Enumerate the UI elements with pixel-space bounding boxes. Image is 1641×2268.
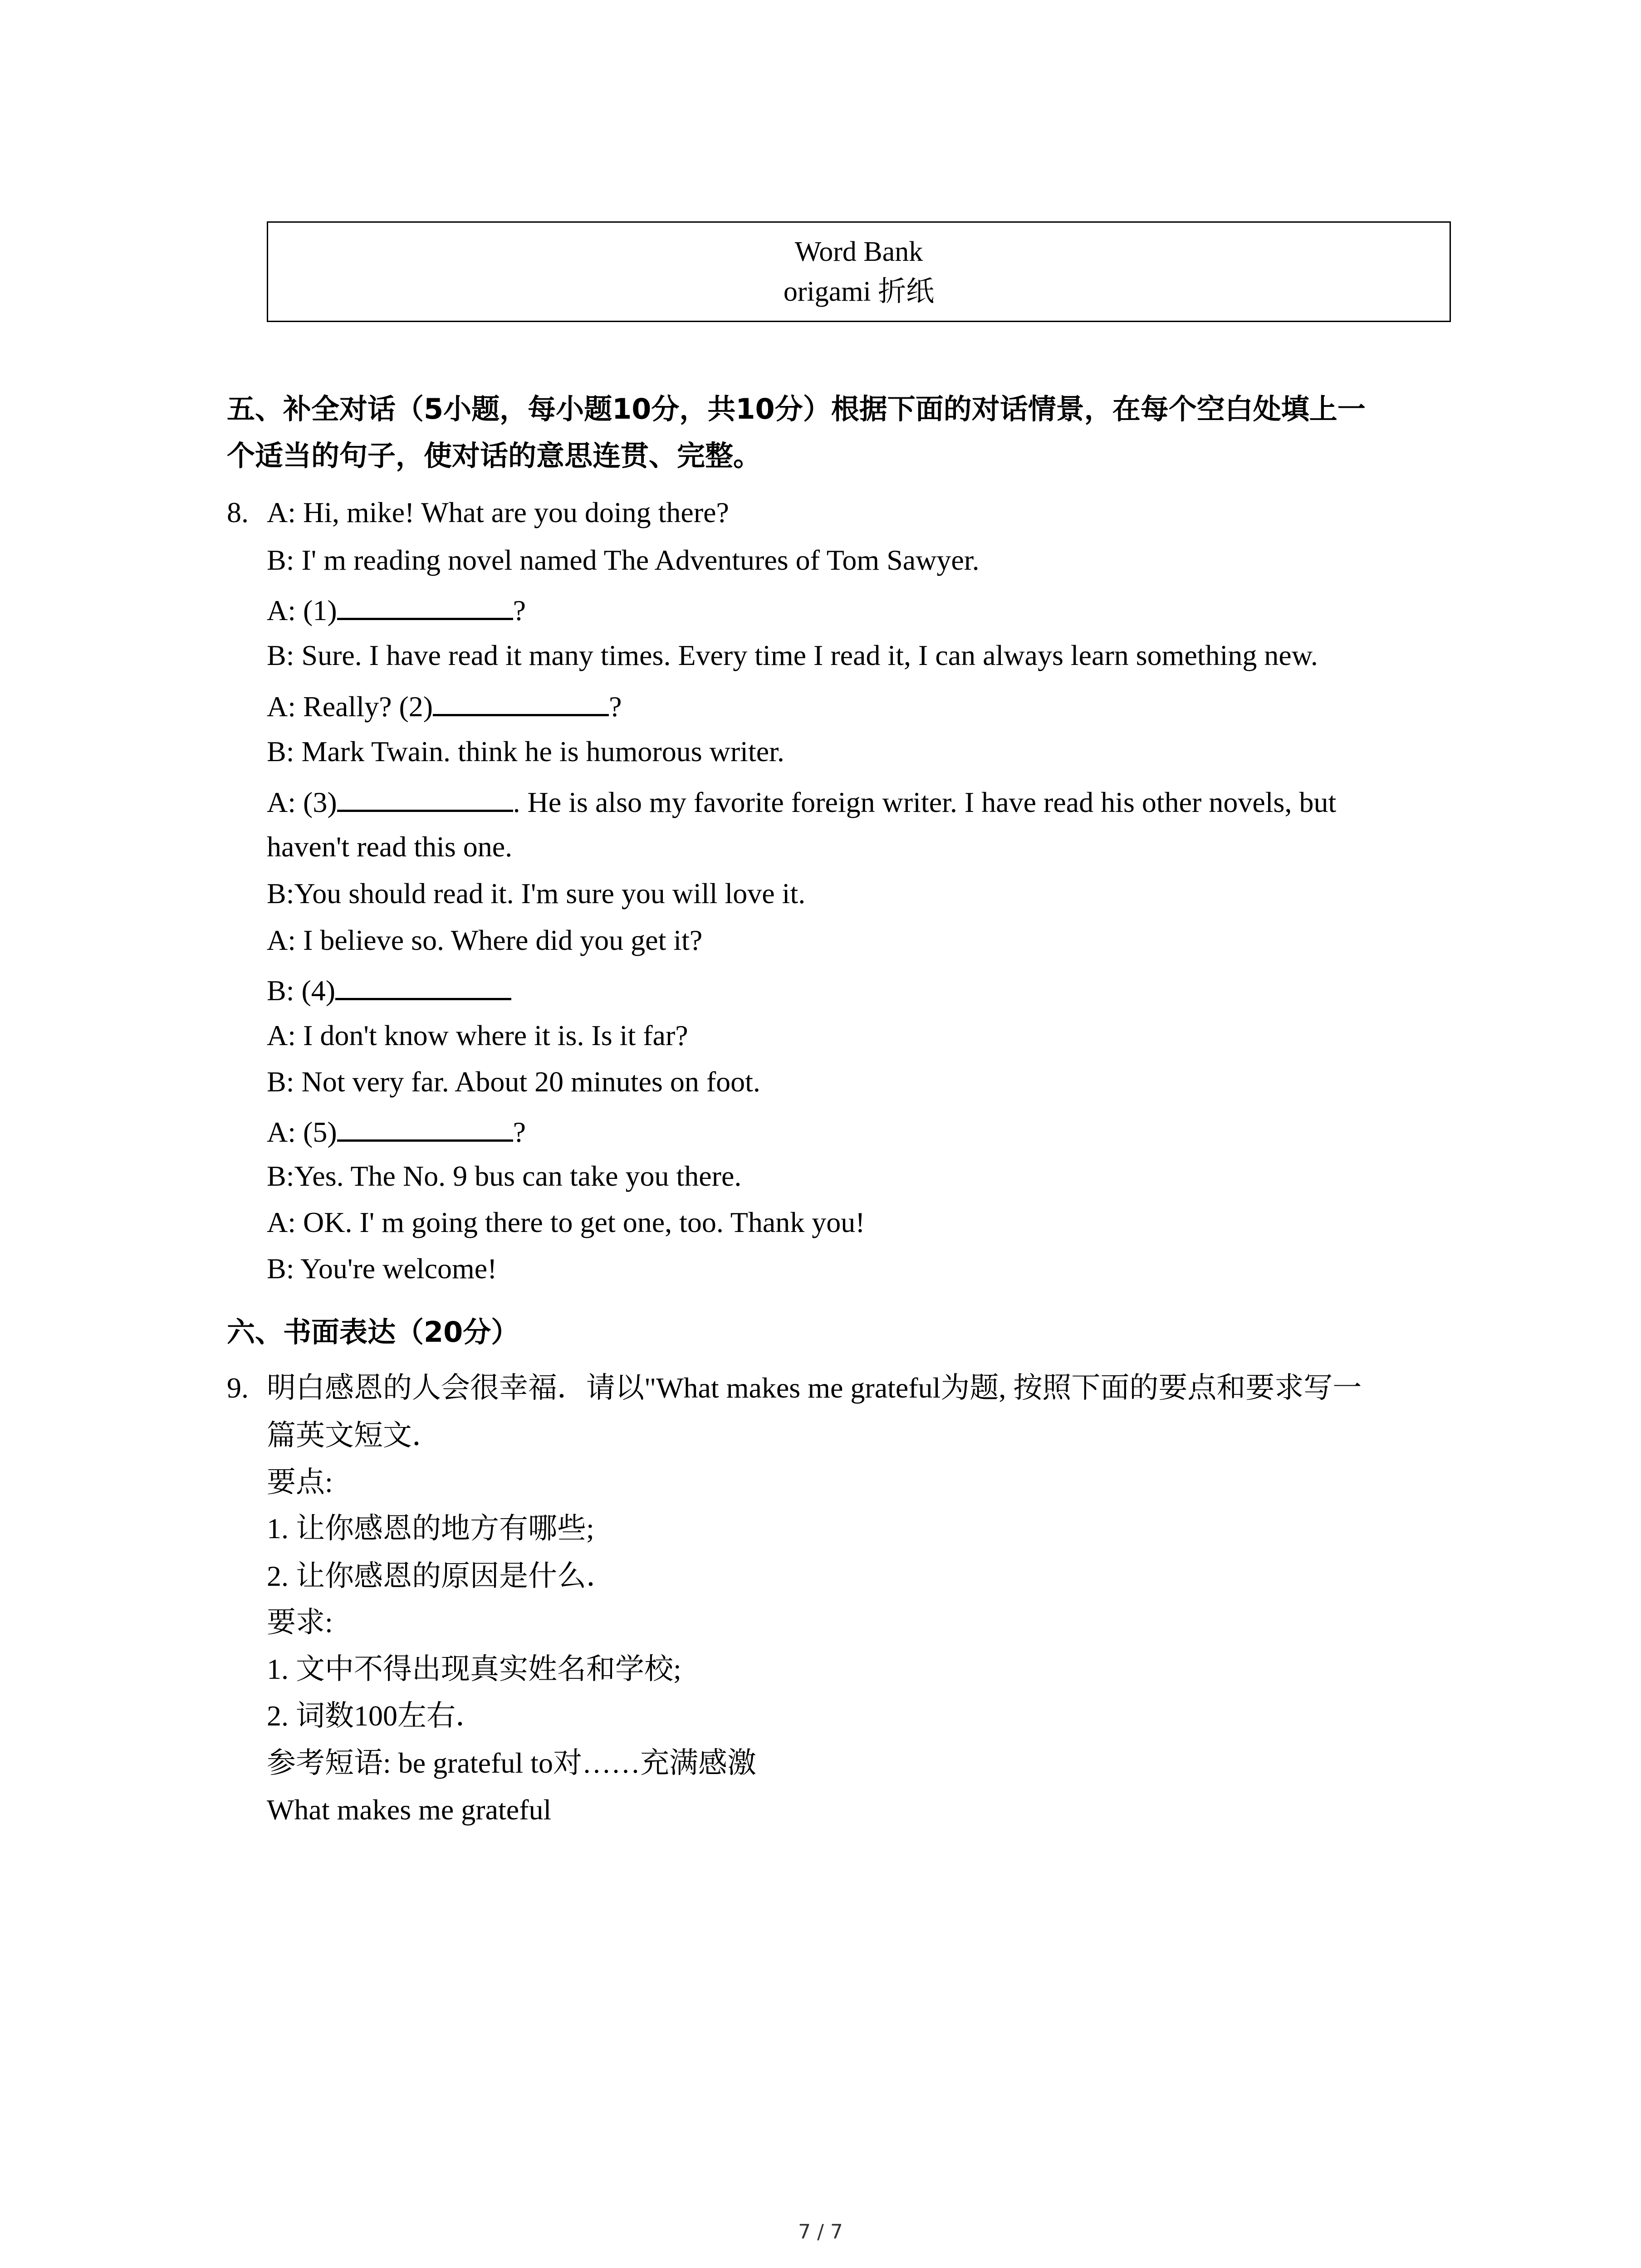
dialogue-line-3-prefix: A: (1): [267, 594, 337, 626]
dialogue-line-7-suffix: . He is also my favorite foreign writer. I have read his other novels, but: [513, 786, 1337, 818]
dialogue-line-2: B: I' m reading novel named The Adventures of Tom Sawyer.: [267, 544, 980, 576]
blank-1[interactable]: [337, 590, 513, 620]
requirement-2: 2. 词数100左右．: [267, 1700, 485, 1732]
requirement-1: 1. 文中不得出现真实姓名和学校;: [267, 1653, 681, 1685]
dialogue-line-13: B: Not very far. About 20 minutes on foot.: [267, 1066, 760, 1098]
dialogue-line-5-prefix: A: Really? (2): [267, 690, 433, 723]
dialogue-line-1: A: Hi, mike! What are you doing there?: [267, 496, 729, 528]
blank-2[interactable]: [433, 686, 609, 716]
word-bank-title: Word Bank: [794, 236, 923, 267]
question-9-number: 9.: [227, 1372, 249, 1404]
dialogue-line-4: B: Sure. I have read it many times. Every time I read it, I can always learn something new.: [267, 639, 1318, 671]
blank-4[interactable]: [335, 970, 511, 1000]
dialogue-line-15: B:Yes. The No. 9 bus can take you there.: [267, 1160, 742, 1192]
word-bank-entry: origami 折纸: [783, 276, 935, 307]
dialogue-line-9: B:You should read it. I'm sure you will love it.: [267, 877, 806, 909]
writing-prompt-line-2: 篇英文短文．: [267, 1419, 441, 1452]
point-1: 1. 让你感恩的地方有哪些;: [267, 1512, 594, 1545]
page-number: 7 / 7: [798, 2220, 843, 2244]
dialogue-line-8: haven't read this one.: [267, 831, 513, 863]
dialogue-line-14: [267, 1111, 1455, 1150]
dialogue-line-16: A: OK. I' m going there to get one, too. Thank you!: [267, 1206, 865, 1238]
dialogue-line-12: A: I don't know where it is. Is it far?: [267, 1019, 688, 1051]
dialogue-line-7: [267, 782, 1455, 821]
dialogue-line-11-prefix: B: (4): [267, 974, 336, 1007]
reference-phrase: 参考短语: be grateful to对……充满感激: [267, 1747, 756, 1779]
dialogue-line-10: A: I believe so. Where did you get it?: [267, 924, 703, 956]
points-heading: 要点:: [267, 1466, 333, 1498]
writing-prompt-line-1: 明白感恩的人会很幸福．请以"What makes me grateful为题, 按照下面的要点和要求写一: [267, 1372, 1362, 1404]
question-8-number: 8.: [227, 496, 249, 528]
requirements-heading: 要求:: [267, 1606, 333, 1638]
dialogue-line-3: [267, 590, 1455, 629]
section6-title: 六、书面表达（20分）: [227, 1315, 519, 1349]
point-2: 2. 让你感恩的原因是什么．: [267, 1560, 615, 1592]
dialogue-line-6: B: Mark Twain. think he is humorous writer.: [267, 735, 784, 767]
dialogue-line-17: B: You're welcome!: [267, 1252, 497, 1285]
dialogue-line-7-prefix: A: (3): [267, 786, 337, 818]
section5-title-line1: 五、补全对话（5小题，每小题10分，共10分）根据下面的对话情景，在每个空白处填上一: [227, 392, 1366, 425]
dialogue-line-11: [267, 970, 1455, 1009]
blank-3[interactable]: [337, 782, 513, 812]
word-bank-box: [267, 221, 1451, 322]
dialogue-line-14-suffix: ?: [513, 1116, 526, 1148]
blank-5[interactable]: [337, 1111, 513, 1142]
dialogue-line-5-suffix: ?: [609, 690, 622, 723]
essay-title: What makes me grateful: [267, 1794, 552, 1826]
dialogue-line-14-prefix: A: (5): [267, 1116, 337, 1148]
dialogue-line-5: [267, 686, 1455, 725]
dialogue-line-3-suffix: ?: [513, 594, 526, 626]
section5-title-line2: 个适当的句子，使对话的意思连贯、完整。: [227, 439, 762, 472]
